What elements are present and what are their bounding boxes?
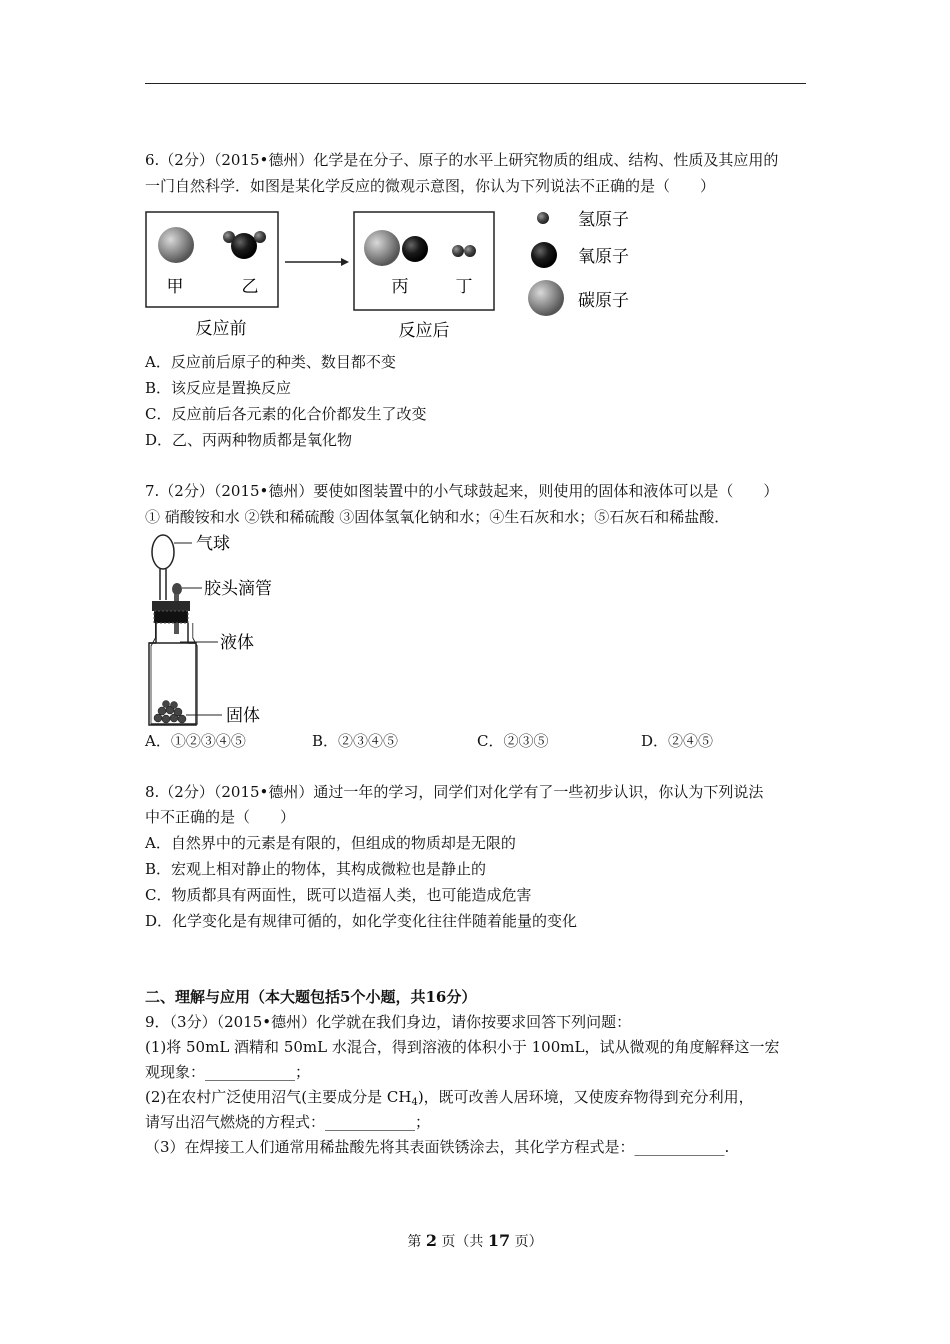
yi-hydrogen-atom-1 xyxy=(223,231,235,243)
q6-stem-line-2: 一门自然科学．如图是某化学反应的微观示意图，你认为下列说法不正确的是（ ） xyxy=(145,177,716,195)
yi-hydrogen-atom-2 xyxy=(254,231,266,243)
header-rule xyxy=(145,83,806,84)
footer-pre: 第 xyxy=(407,1234,426,1250)
footer-page-number: 2 xyxy=(425,1231,437,1250)
q8-option-b: B．宏观上相对静止的物体，其构成微粒也是静止的 xyxy=(145,860,487,878)
stopper-top xyxy=(152,601,190,611)
q9-part2-post: )，既可改善人居环境，又使废弃物得到充分利用， xyxy=(417,1088,754,1106)
q6-stem-line-1: 6.（2分）（2015•德州）化学是在分子、原子的水平上研究物质的组成、结构、性质及其应用的 xyxy=(145,151,779,169)
q7-option-a: A．①②③④⑤ xyxy=(145,732,246,750)
legend-oxygen-label: 氧原子 xyxy=(578,247,629,267)
q8-option-c: C．物质都具有两面性，既可以造福人类，也可能造成危害 xyxy=(145,886,532,904)
label-before: 反应前 xyxy=(195,319,247,339)
q7-stem-line-2: ① 硝酸铵和水 ②铁和稀硫酸 ③固体氢氧化钠和水；④生石灰和水；⑤石灰石和稀盐酸． xyxy=(145,508,730,526)
q9-part3: （3）在焊接工人们通常用稀盐酸先将其表面铁锈涂去，其化学方程式是：____________. xyxy=(145,1138,730,1156)
dropper-bulb xyxy=(172,583,182,595)
ding-hydrogen-atom-2 xyxy=(464,245,476,257)
label-after: 反应后 xyxy=(398,321,450,341)
q9-stem: 9．（3分）（2015•德州）化学就在我们身边，请你按要求回答下列问题： xyxy=(145,1013,632,1031)
label-jia: 甲 xyxy=(166,277,184,297)
q9-part2-pre: (2)在农村广泛使用沼气(主要成分是 CH xyxy=(145,1088,412,1106)
q9-part2-line-2: 请写出沼气燃烧的方程式：____________； xyxy=(145,1113,431,1131)
label-liquid: 液体 xyxy=(220,633,254,653)
q9-part2-line-1 xyxy=(145,1087,754,1113)
footer-total-pages: 17 xyxy=(487,1231,511,1250)
section-2-heading: 二、理解与应用（本大题包括5个小题，共16分） xyxy=(145,988,477,1006)
bing-oxygen-atom xyxy=(402,236,428,262)
legend-hydrogen-label: 氢原子 xyxy=(578,210,629,230)
q6-option-d: D．乙、丙两种物质都是氧化物 xyxy=(145,431,353,449)
solid-particles xyxy=(154,701,186,724)
legend-hydrogen-atom xyxy=(537,212,549,224)
footer-post: 页） xyxy=(510,1234,543,1250)
q6-option-a: A．反应前后原子的种类、数目都不变 xyxy=(145,353,396,371)
bing-carbon-atom xyxy=(364,230,400,266)
q9-ch4-subscript: 4 xyxy=(411,1097,418,1108)
apparatus-svg xyxy=(140,528,290,728)
footer-mid: 页（共 xyxy=(436,1234,488,1250)
q6-reaction-diagram xyxy=(145,210,645,345)
label-dropper: 胶头滴管 xyxy=(204,579,272,599)
label-yi: 乙 xyxy=(241,277,259,297)
q9-part1-line-2: 观现象：____________； xyxy=(145,1063,311,1081)
label-solid: 固体 xyxy=(226,706,260,726)
label-ding: 丁 xyxy=(455,277,473,297)
q7-option-d: D．②④⑤ xyxy=(641,732,714,750)
legend-oxygen-atom xyxy=(531,242,557,268)
bottle-outline-scaled xyxy=(151,623,197,724)
stopper-body xyxy=(154,611,188,623)
q7-option-c: C．②③⑤ xyxy=(477,732,549,750)
label-balloon: 气球 xyxy=(196,534,230,554)
q7-apparatus-diagram xyxy=(140,528,290,728)
q8-option-d: D．化学变化是有规律可循的，如化学变化往往伴随着能量的变化 xyxy=(145,912,578,930)
legend-carbon-label: 碳原子 xyxy=(578,291,629,311)
page-footer xyxy=(0,1231,950,1252)
arrow-head xyxy=(341,258,349,266)
q7-stem-line-1: 7.（2分）（2015•德州）要使如图装置中的小气球鼓起来，则使用的固体和液体可以是（ ） xyxy=(145,482,779,500)
reaction-diagram-svg xyxy=(145,210,645,345)
q6-option-c: C．反应前后各元素的化合价都发生了改变 xyxy=(145,405,427,423)
balloon-shape xyxy=(152,535,174,569)
q8-stem-line-2: 中不正确的是（ ） xyxy=(145,808,296,826)
label-bing: 丙 xyxy=(391,277,409,297)
q8-option-a: A．自然界中的元素是有限的，但组成的物质却是无限的 xyxy=(145,834,516,852)
ding-hydrogen-atom-1 xyxy=(452,245,464,257)
q8-stem-line-1: 8.（2分）（2015•德州）通过一年的学习，同学们对化学有了一些初步认识，你认为下列说法 xyxy=(145,783,764,801)
legend-carbon-atom xyxy=(528,280,564,316)
q9-part1-line-1: (1)将 50mL 酒精和 50mL 水混合，得到溶液的体积小于 100mL，试从微观的角度解释这一宏 xyxy=(145,1038,780,1056)
jia-carbon-atom xyxy=(158,227,194,263)
q7-option-b: B．②③④⑤ xyxy=(312,732,399,750)
q6-option-b: B．该反应是置换反应 xyxy=(145,379,292,397)
